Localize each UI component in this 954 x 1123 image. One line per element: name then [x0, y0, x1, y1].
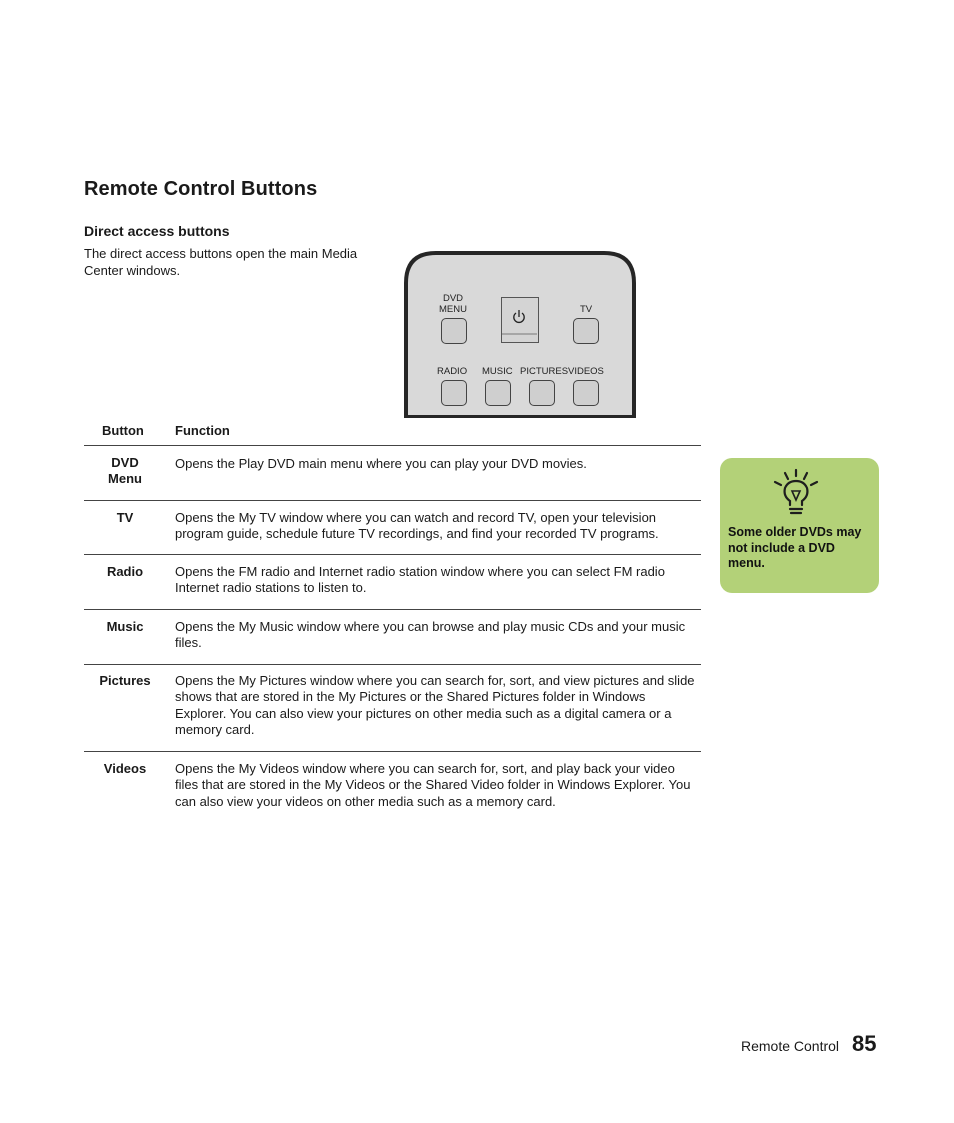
button-function: Opens the My Videos window where you can search for, sort, and play back your video files that are stored in the My Videos or the Shared Video folder in Windows Explorer. You can also view your videos on other media such as a memory card.: [175, 761, 691, 809]
tv-label: TV: [580, 304, 593, 315]
tip-text: Some older DVDs may not include a DVD menu.: [728, 525, 862, 570]
power-icon: [502, 298, 537, 341]
radio-label: RADIO: [437, 366, 468, 377]
power-button[interactable]: [501, 297, 539, 343]
button-name: Videos: [103, 761, 147, 776]
button-name: DVD Menu: [108, 455, 142, 486]
button-function: Opens the FM radio and Internet radio station window where you can select FM radio Internet radio stations to listen to.: [175, 564, 665, 596]
radio-button[interactable]: [441, 380, 467, 406]
page-number: 85: [852, 1031, 877, 1056]
table-divider: [84, 554, 701, 555]
pictures-button[interactable]: [529, 380, 555, 406]
table-header-function: Function: [175, 423, 230, 438]
section-title: Remote Control Buttons: [84, 178, 318, 200]
table-divider: [84, 751, 701, 752]
music-button[interactable]: [485, 380, 511, 406]
table-divider: [84, 445, 701, 446]
table-divider: [84, 664, 701, 665]
footer-section-label: Remote Control: [741, 1038, 840, 1054]
table-divider: [84, 609, 701, 610]
button-function: Opens the My Pictures window where you can search for, sort, and view pictures and slide shows that are stored in the My Pictures or the Shared Pictures folder in Windows Explorer. You can also view your pictures on other media such as a digital camera or a memory card.: [175, 673, 695, 737]
dvd-menu-button[interactable]: [441, 318, 467, 344]
button-function: Opens the My Music window where you can browse and play music CDs and your music files.: [175, 619, 686, 651]
remote-control-figure: [403, 251, 637, 418]
videos-label: VIDEOS: [568, 366, 604, 377]
lightbulb-icon: [773, 468, 821, 520]
music-label: MUSIC: [482, 366, 513, 377]
table-divider: [84, 500, 701, 501]
table-header-button: Button: [102, 423, 144, 438]
button-function: Opens the Play DVD main menu where you can play your DVD movies.: [175, 456, 587, 471]
button-name: TV: [116, 510, 134, 525]
dvd-menu-label: DVD MENU: [439, 293, 467, 315]
tv-button[interactable]: [573, 318, 599, 344]
pictures-label: PICTURES: [520, 366, 569, 377]
button-name: Pictures: [99, 673, 151, 688]
button-name: Radio: [106, 564, 144, 579]
button-name: Music: [106, 619, 144, 634]
intro-text: The direct access buttons open the main Media Center windows.: [84, 246, 358, 278]
button-function: Opens the My TV window where you can watch and record TV, open your television program guide, schedule future TV recordings, and find your recorded TV programs.: [175, 510, 659, 542]
subsection-title: Direct access buttons: [84, 223, 230, 239]
videos-button[interactable]: [573, 380, 599, 406]
tip-box: [720, 458, 879, 593]
